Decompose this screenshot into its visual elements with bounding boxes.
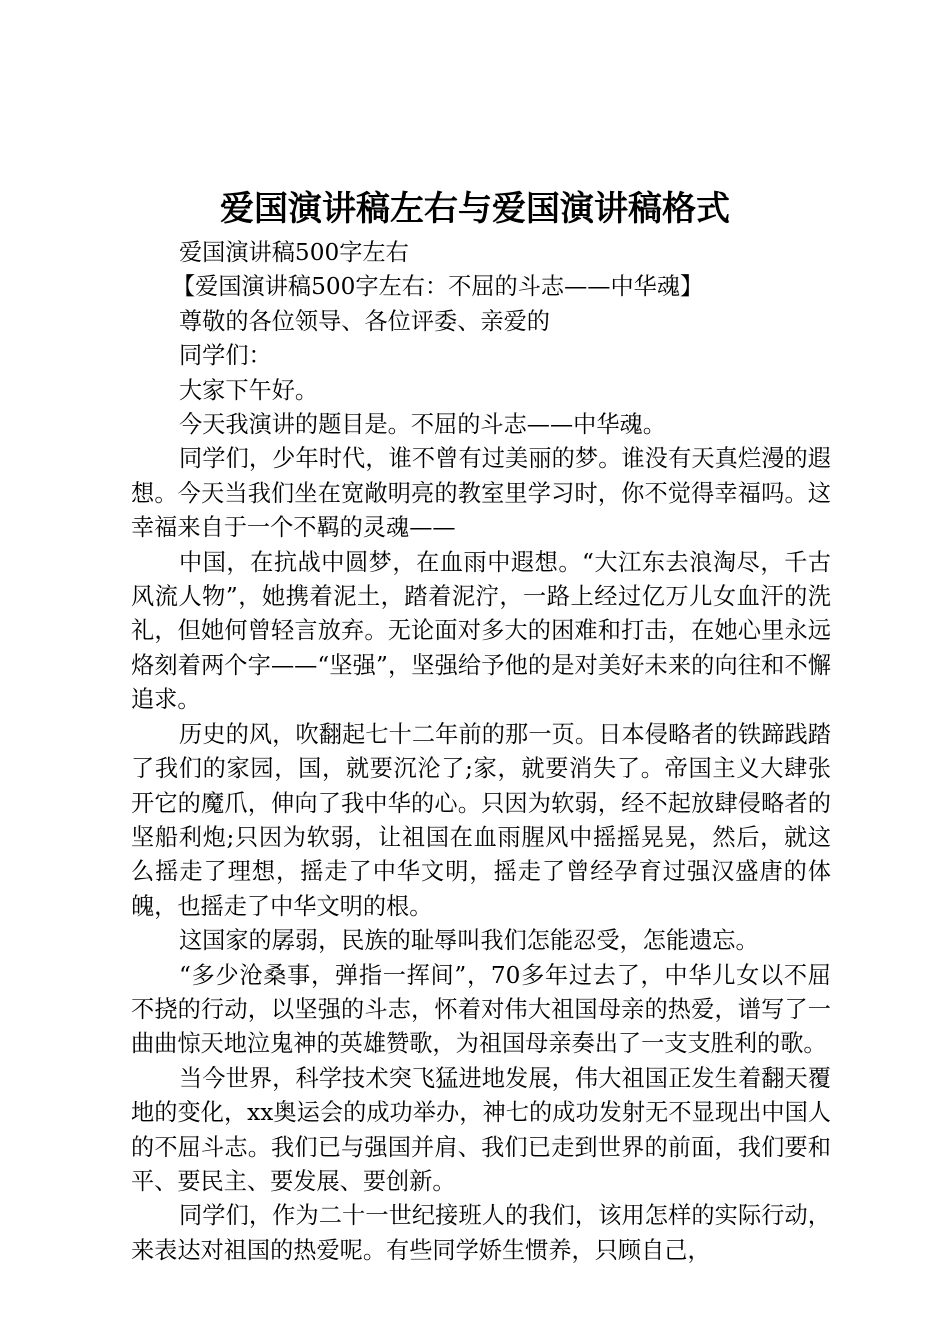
paragraph: 大家下午好。 [179, 376, 319, 404]
paragraph: 【爱国演讲稿500字左右：不屈的斗志——中华魂】 [172, 273, 704, 301]
paragraph: 历史的风，吹翻起七十二年前的那一页。日本侵略者的铁蹄践踏了我们的家园，国，就要沉沦了;家，就要消失了。帝国主义大肆张开它的魔爪，伸向了我中华的心。只因为软弱，经不起放肆侵略者的坚船利炮;只因为软弱，让祖国在血雨腥风中摇摇晃晃，然后，就这么摇走了理想，摇走了中华文明，摇走了曾经孕育过强汉盛唐的体魄，也摇走了中华文明的根。 [131, 720, 831, 920]
document-body [131, 236, 831, 1268]
paragraph: 这国家的孱弱，民族的耻辱叫我们怎能忍受，怎能遗忘。 [179, 927, 759, 955]
paragraph: 当今世界，科学技术突飞猛进地发展，伟大祖国正发生着翻天覆地的变化，xx奥运会的成功举办，神七的成功发射无不显现出中国人的不屈斗志。我们已与强国并肩、我们已走到世界的前面，我们要和平、要民主、要发展、要创新。 [131, 1064, 831, 1195]
paragraph: 今天我演讲的题目是。不屈的斗志——中华魂。 [179, 411, 666, 439]
paragraph: 尊敬的各位领导、各位评委、亲爱的 [179, 307, 550, 335]
paragraph: 同学们： [179, 342, 272, 370]
document-title: 爱国演讲稿左右与爱国演讲稿格式 [220, 189, 730, 229]
paragraph: 中国，在抗战中圆梦，在血雨中遐想。“大江东去浪淘尽，千古风流人物”，她携着泥土，踏着泥泞，一路上经过亿万儿女血汗的洗礼，但她何曾轻言放弃。无论面对多大的困难和打击，在她心里永远烙刻着两个字——“坚强”，坚强给予他的是对美好未来的向往和不懈追求。 [131, 548, 831, 714]
paragraph: “多少沧桑事，弹指一挥间”，70多年过去了，中华儿女以不屈不挠的行动，以坚强的斗志，怀着对伟大祖国母亲的热爱，谱写了一曲曲惊天地泣鬼神的英雄赞歌，为祖国母亲奏出了一支支胜利的歌。 [131, 961, 831, 1058]
paragraph: 同学们，作为二十一世纪接班人的我们，该用怎样的实际行动，来表达对祖国的热爱呢。有些同学娇生惯养，只顾自己， [131, 1202, 831, 1264]
paragraph: 同学们，少年时代，谁不曾有过美丽的梦。谁没有天真烂漫的遐想。今天当我们坐在宽敞明亮的教室里学习时，你不觉得幸福吗。这幸福来自于一个不羁的灵魂—— [131, 445, 831, 542]
paragraph: 爱国演讲稿500字左右 [179, 239, 409, 266]
